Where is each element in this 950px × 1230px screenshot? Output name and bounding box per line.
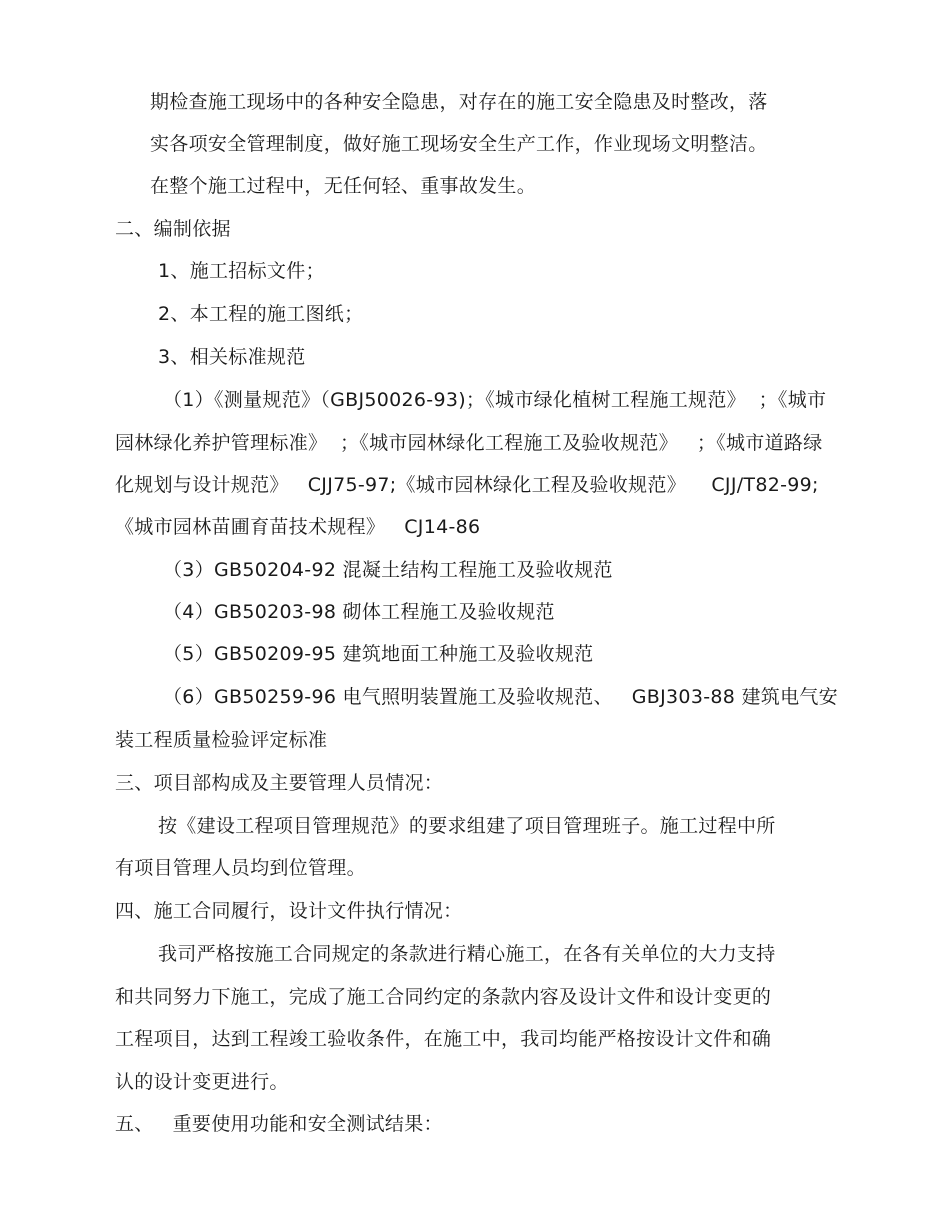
paragraph-line: 按《建设工程项目管理规范》的要求组建了项目管理班子。施工过程中所 bbox=[158, 815, 776, 837]
list-item: 1、施工招标文件； bbox=[158, 260, 325, 282]
paragraph-line: 期检查施工现场中的各种安全隐患，对存在的施工安全隐患及时整改，落 bbox=[150, 91, 768, 113]
paragraph-line: 和共同努力下施工，完成了施工合同约定的条款内容及设计文件和设计变更的 bbox=[115, 986, 772, 1008]
paragraph-line: 有项目管理人员均到位管理。 bbox=[115, 857, 366, 879]
paragraph-line: 工程项目，达到工程竣工验收条件，在施工中，我司均能严格按设计文件和确 bbox=[115, 1028, 772, 1050]
paragraph-line: 认的设计变更进行。 bbox=[115, 1071, 289, 1093]
paragraph-line: 《城市园林苗圃育苗技术规程》 CJ14-86 bbox=[115, 516, 481, 538]
list-item: （3）GB50204-92 混凝土结构工程施工及验收规范 bbox=[163, 559, 613, 581]
paragraph-line: 在整个施工过程中，无任何轻、重事故发生。 bbox=[150, 175, 537, 197]
paragraph-line: 装工程质量检验评定标准 bbox=[115, 729, 328, 751]
paragraph-line: 化规划与设计规范》 CJJ75-97;《城市园林绿化工程及验收规范》 CJJ/T82-99; bbox=[115, 474, 819, 496]
section-heading: 四、施工合同履行，设计文件执行情况： bbox=[115, 900, 463, 922]
list-item: （6）GB50259-96 电气照明装置施工及验收规范、 GBJ303-88 建筑电气安 bbox=[163, 686, 838, 708]
list-item: （4）GB50203-98 砌体工程施工及验收规范 bbox=[163, 601, 555, 623]
section-heading: 五、 重要使用功能和安全测试结果： bbox=[115, 1113, 443, 1135]
section-heading: 二、编制依据 bbox=[115, 218, 231, 240]
list-item: （5）GB50209-95 建筑地面工种施工及验收规范 bbox=[163, 643, 594, 665]
list-item: 2、本工程的施工图纸； bbox=[158, 303, 364, 325]
paragraph-line: 我司严格按施工合同规定的条款进行精心施工，在各有关单位的大力支持 bbox=[158, 943, 776, 965]
section-heading: 三、项目部构成及主要管理人员情况： bbox=[115, 772, 444, 794]
list-item: 3、相关标准规范 bbox=[158, 346, 306, 368]
paragraph-line: 实各项安全管理制度，做好施工现场安全生产工作，作业现场文明整洁。 bbox=[150, 133, 768, 155]
paragraph-line: （1）《测量规范》（GBJ50026-93)；《城市绿化植树工程施工规范》 ；《城市 bbox=[163, 389, 827, 411]
paragraph-line: 园林绿化养护管理标准》 ；《城市园林绿化工程施工及验收规范》 ；《城市道路绿 bbox=[115, 432, 823, 454]
